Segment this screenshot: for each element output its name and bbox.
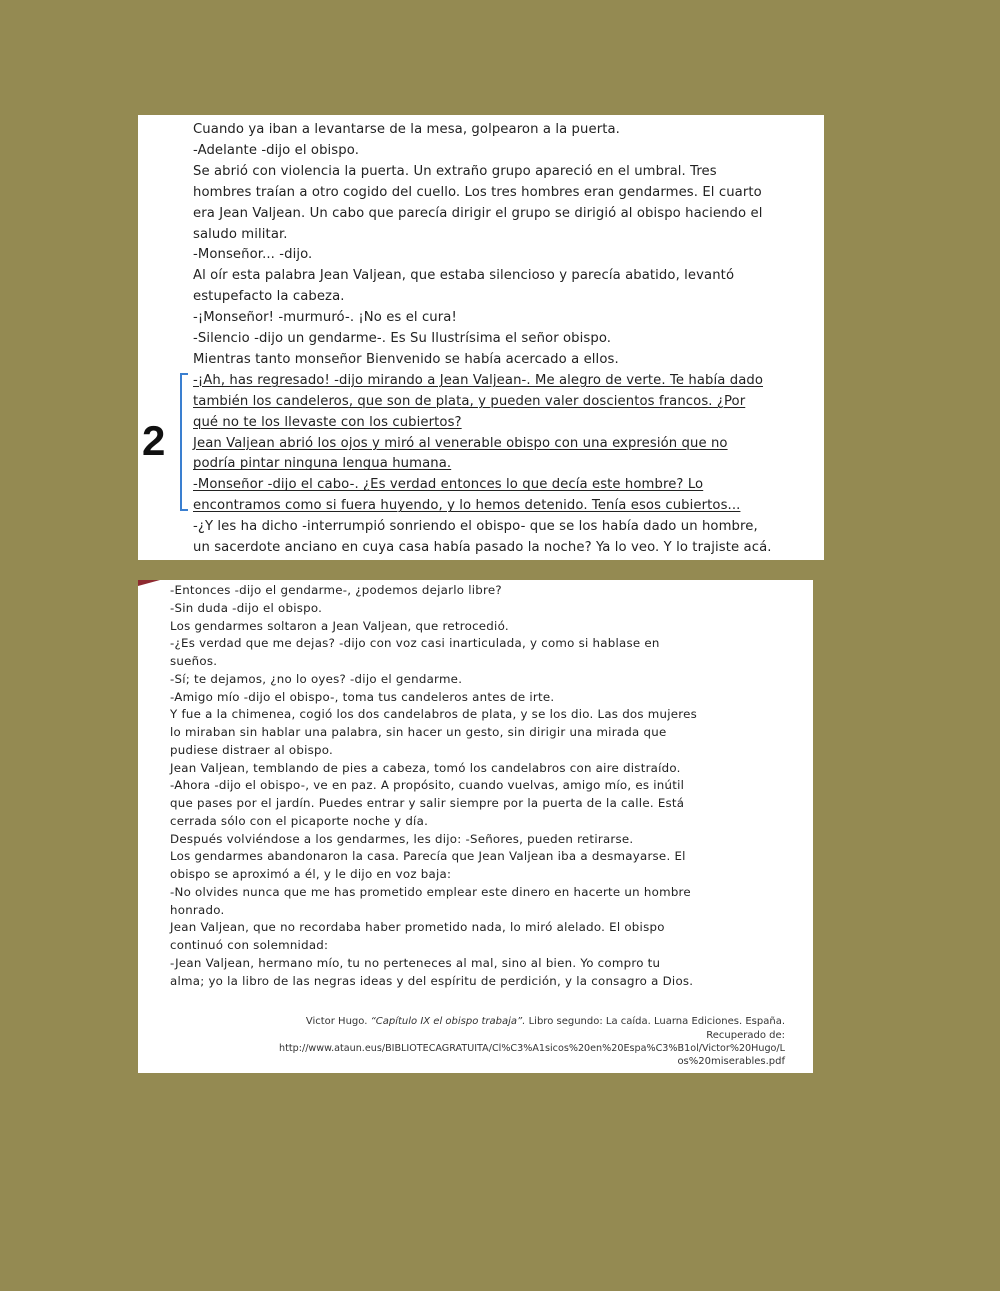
text-line: -Sin duda -dijo el obispo. xyxy=(170,600,323,615)
text-line: -Amigo mío -dijo el obispo-, toma tus candeleros antes de irte. xyxy=(170,689,555,704)
text-line: Jean Valjean, temblando de pies a cabeza, tomó los candelabros con aire distraído. xyxy=(170,760,681,775)
text-line: sueños. xyxy=(170,654,218,668)
text-line: encontramos como si fuera huyendo, y lo hemos detenido. Tenía esos cubiertos... xyxy=(193,498,741,514)
citation-url-2[interactable]: os%20miserables.pdf xyxy=(677,1056,785,1067)
text-line: hombres traían a otro cogido del cuello. Los tres hombres eran gendarmes. El cuarto xyxy=(193,184,762,200)
corner-mark xyxy=(138,580,160,586)
text-line: qué no te los llevaste con los cubiertos? xyxy=(193,414,462,430)
text-line: Se abrió con violencia la puerta. Un extraño grupo apareció en el umbral. Tres xyxy=(193,163,717,179)
text-line: -¿Y les ha dicho -interrumpió sonriendo el obispo- que se los había dado un hombre, xyxy=(193,519,758,535)
text-line: Jean Valjean, que no recordaba haber prometido nada, lo miró alelado. El obispo xyxy=(170,920,665,935)
text-line: honrado. xyxy=(170,902,225,917)
text-line: que pases por el jardín. Puedes entrar y salir siempre por la puerta de la calle. Está xyxy=(170,796,685,810)
text-line: -Silencio -dijo un gendarme-. Es Su Ilustrísima el señor obispo. xyxy=(193,331,612,346)
text-line: -Jean Valjean, hermano mío, tu no perteneces al mal, sino al bien. Yo compro tu xyxy=(170,955,661,970)
text-line: continuó con solemnidad: xyxy=(170,938,329,952)
text-line: -Monseñor -dijo el cabo-. ¿Es verdad entonces lo que decía este hombre? Lo xyxy=(193,477,704,493)
text-line: obispo se aproximó a él, y le dijo en voz baja: xyxy=(170,867,452,881)
citation-url-1[interactable]: http://www.ataun.eus/BIBLIOTECAGRATUITA/Cl%C3%A1sicos%20en%20Espa%C3%B1ol/Victor%20Hugo/L xyxy=(279,1043,785,1054)
text-line: -¡Ah, has regresado! -dijo mirando a Jean Valjean-. Me alegro de verte. Te había dado xyxy=(193,372,764,388)
text-line: lo miraban sin hablar una palabra, sin hacer un gesto, sin dirigir una mirada que xyxy=(170,725,667,739)
text-line: Cuando ya iban a levantarse de la mesa, golpearon a la puerta. xyxy=(193,122,620,137)
text-line: Jean Valjean abrió los ojos y miró al venerable obispo con una expresión que no xyxy=(193,435,728,451)
text-line: era Jean Valjean. Un cabo que parecía dirigir el grupo se dirigió al obispo haciendo el xyxy=(193,205,763,221)
text-line: saludo militar. xyxy=(193,226,288,242)
text-line: Los gendarmes abandonaron la casa. Parecía que Jean Valjean iba a desmayarse. El xyxy=(170,849,686,864)
citation-line xyxy=(306,1016,785,1027)
text-line: pudiese distraer al obispo. xyxy=(170,742,334,757)
citation-author: Victor Hugo. xyxy=(305,1016,368,1027)
text-line: -Sí; te dejamos, ¿no lo oyes? -dijo el gendarme. xyxy=(170,671,463,686)
text-line: Los gendarmes soltaron a Jean Valjean, que retrocedió. xyxy=(170,618,509,633)
text-line: Al oír esta palabra Jean Valjean, que estaba silencioso y parecía abatido, levantó xyxy=(193,268,735,284)
citation-title: “Capítulo IX el obispo trabaja”. xyxy=(370,1016,526,1027)
text-line: Y fue a la chimenea, cogió los dos candelabros de plata, y se los dio. Las dos mujeres xyxy=(170,707,698,722)
text-line: -¡Monseñor! -murmuró-. ¡No es el cura! xyxy=(193,310,457,326)
text-panel-top xyxy=(138,115,824,560)
text-panel-bottom xyxy=(138,580,813,1073)
highlight-bracket xyxy=(180,373,188,511)
text-line: -¿Es verdad que me dejas? -dijo con voz casi inarticulada, y como si hablase en xyxy=(170,636,660,651)
text-line: podría pintar ninguna lengua humana. xyxy=(193,456,452,472)
text-line: Después volviéndose a los gendarmes, les dijo: -Señores, pueden retirarse. xyxy=(170,831,634,846)
text-line: estupefacto la cabeza. xyxy=(193,289,345,305)
citation-retrieved: Recuperado de: xyxy=(706,1030,785,1041)
text-line: -Entonces -dijo el gendarme-, ¿podemos dejarlo libre? xyxy=(170,583,502,597)
text-line: cerrada sólo con el picaporte noche y día. xyxy=(170,813,429,828)
text-line: alma; yo la libro de las negras ideas y del espíritu de perdición, y la consagro a Dios. xyxy=(170,973,694,988)
text-line: un sacerdote anciano en cuya casa había pasado la noche? Ya lo veo. Y lo trajiste acá. xyxy=(193,540,772,555)
text-line: -No olvides nunca que me has prometido emplear este dinero en hacerte un hombre xyxy=(170,884,691,899)
text-line: -Adelante -dijo el obispo. xyxy=(193,142,359,158)
citation-rest: Libro segundo: La caída. Luarna Ediciones. España. xyxy=(528,1016,785,1027)
text-line: Mientras tanto monseñor Bienvenido se había acercado a ellos. xyxy=(193,351,619,367)
section-number: 2 xyxy=(142,417,166,464)
text-line: también los candeleros, que son de plata, y pueden valer doscientos francos. ¿Por xyxy=(193,393,746,409)
text-line: -Monseñor... -dijo. xyxy=(193,247,313,263)
text-line: -Ahora -dijo el obispo-, ve en paz. A propósito, cuando vuelvas, amigo mío, es inútil xyxy=(170,778,685,793)
